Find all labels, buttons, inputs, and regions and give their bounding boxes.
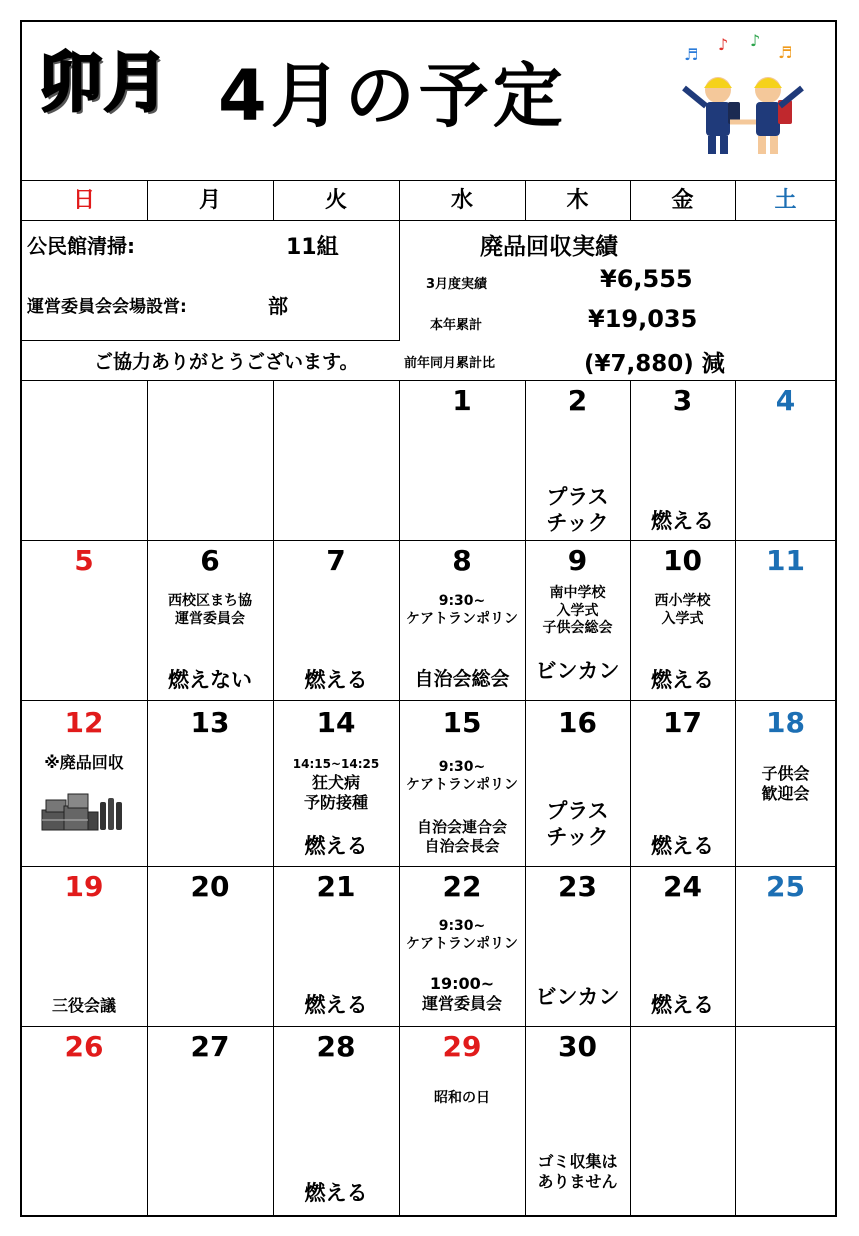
event-22-meeting: 19:00~ 運営委員会: [421, 974, 502, 1013]
day-28: 28: [316, 1030, 356, 1063]
day-12: 12: [64, 706, 104, 739]
day-9: 9: [567, 544, 588, 577]
event-14-time: 14:15~14:25: [292, 757, 380, 771]
day-29: 29: [442, 1030, 482, 1063]
cleaning-label: 公民館清掃:: [27, 234, 135, 258]
day-2: 2: [567, 384, 588, 417]
prev-year-value: (¥7,880) 減: [584, 351, 725, 377]
day-8: 8: [452, 544, 472, 577]
children-illustration: [668, 30, 818, 170]
event-8-note: 9:30~ ケアトランポリン: [406, 593, 518, 627]
day-15: 15: [442, 706, 482, 739]
event-6-garbage: 燃えない: [168, 668, 252, 692]
day-13: 13: [190, 706, 230, 739]
month-name-title: 卯月: [38, 46, 170, 121]
march-value: ¥6,555: [600, 265, 693, 293]
music-notes-icon: [684, 31, 792, 64]
year-label: 本年累計: [430, 318, 483, 333]
day-3: 3: [672, 384, 693, 417]
event-19-meeting: 三役会議: [51, 996, 116, 1015]
svg-text:♬: ♬: [684, 45, 699, 64]
day-19: 19: [64, 870, 104, 903]
recycling-bundles-icon: [40, 788, 126, 836]
day-23: 23: [558, 870, 597, 903]
weekday-tuesday: 火: [324, 188, 347, 213]
day-5: 5: [74, 544, 94, 577]
svg-text:♪: ♪: [750, 31, 761, 50]
day-26: 26: [64, 1030, 104, 1063]
event-8-meeting: 自治会総会: [414, 668, 510, 690]
setup-value: 部: [268, 294, 288, 318]
cleaning-value: 11組: [286, 235, 339, 260]
event-7-garbage: 燃える: [304, 668, 368, 692]
setup-label: 運営委員会会場設営:: [27, 297, 187, 317]
svg-text:♬: ♬: [778, 43, 793, 62]
recycle-title: 廃品回収実績: [480, 234, 618, 260]
day-30: 30: [558, 1030, 597, 1063]
event-28-garbage: 燃える: [304, 1181, 368, 1205]
event-14-note: 狂犬病 予防接種: [303, 773, 368, 812]
event-21-garbage: 燃える: [304, 993, 368, 1017]
day-16: 16: [558, 706, 597, 739]
weekday-sunday: 日: [72, 188, 95, 213]
svg-text:♪: ♪: [718, 35, 729, 54]
event-18-note: 子供会 歓迎会: [761, 764, 810, 803]
event-17-garbage: 燃える: [651, 834, 714, 858]
march-label: 3月度実績: [426, 277, 488, 292]
day-1: 1: [452, 384, 472, 417]
event-9-note: 南中学校 入学式 子供会総会: [542, 585, 613, 636]
event-22-note: 9:30~ ケアトランポリン: [406, 918, 518, 952]
day-17: 17: [663, 706, 702, 739]
event-9-garbage: ビンカン: [535, 659, 620, 683]
day-20: 20: [190, 870, 230, 903]
event-15-note: 9:30~ ケアトランポリン: [406, 759, 518, 793]
event-29-holiday: 昭和の日: [434, 1090, 490, 1106]
event-14-garbage: 燃える: [304, 834, 368, 858]
event-10-garbage: 燃える: [651, 668, 714, 692]
event-6-note: 西校区まち協 運営委員会: [168, 593, 252, 627]
weekday-monday: 月: [198, 188, 221, 213]
day-11: 11: [766, 544, 805, 577]
day-14: 14: [316, 706, 356, 739]
event-2-garbage: プラス チック: [546, 485, 609, 536]
event-3-garbage: 燃える: [651, 509, 714, 533]
event-12-note: ※廃品回収: [44, 753, 124, 772]
day-10: 10: [663, 544, 702, 577]
day-18: 18: [766, 706, 805, 739]
year-value: ¥19,035: [588, 305, 698, 333]
thanks-text: ご協力ありがとうございます。: [94, 351, 359, 373]
event-24-garbage: 燃える: [651, 993, 714, 1017]
event-15-meeting: 自治会連合会 自治会長会: [416, 818, 507, 855]
weekday-friday: 金: [671, 188, 694, 213]
day-7: 7: [326, 544, 346, 577]
weekday-thursday: 木: [566, 188, 589, 213]
day-6: 6: [200, 544, 220, 577]
day-25: 25: [766, 870, 805, 903]
event-23-garbage: ビンカン: [535, 985, 620, 1009]
page-title: 4月の予定: [218, 55, 567, 137]
event-16-garbage: プラス チック: [546, 799, 609, 850]
weekday-wednesday: 水: [450, 188, 473, 213]
day-4: 4: [775, 384, 796, 417]
day-24: 24: [663, 870, 702, 903]
event-10-note: 西小学校 入学式: [654, 593, 711, 627]
prev-year-label: 前年同月累計比: [404, 356, 496, 371]
day-21: 21: [316, 870, 356, 903]
day-22: 22: [442, 870, 482, 903]
day-27: 27: [190, 1030, 230, 1063]
event-30-note: ゴミ収集は ありません: [537, 1152, 618, 1191]
weekday-saturday: 土: [774, 188, 797, 213]
